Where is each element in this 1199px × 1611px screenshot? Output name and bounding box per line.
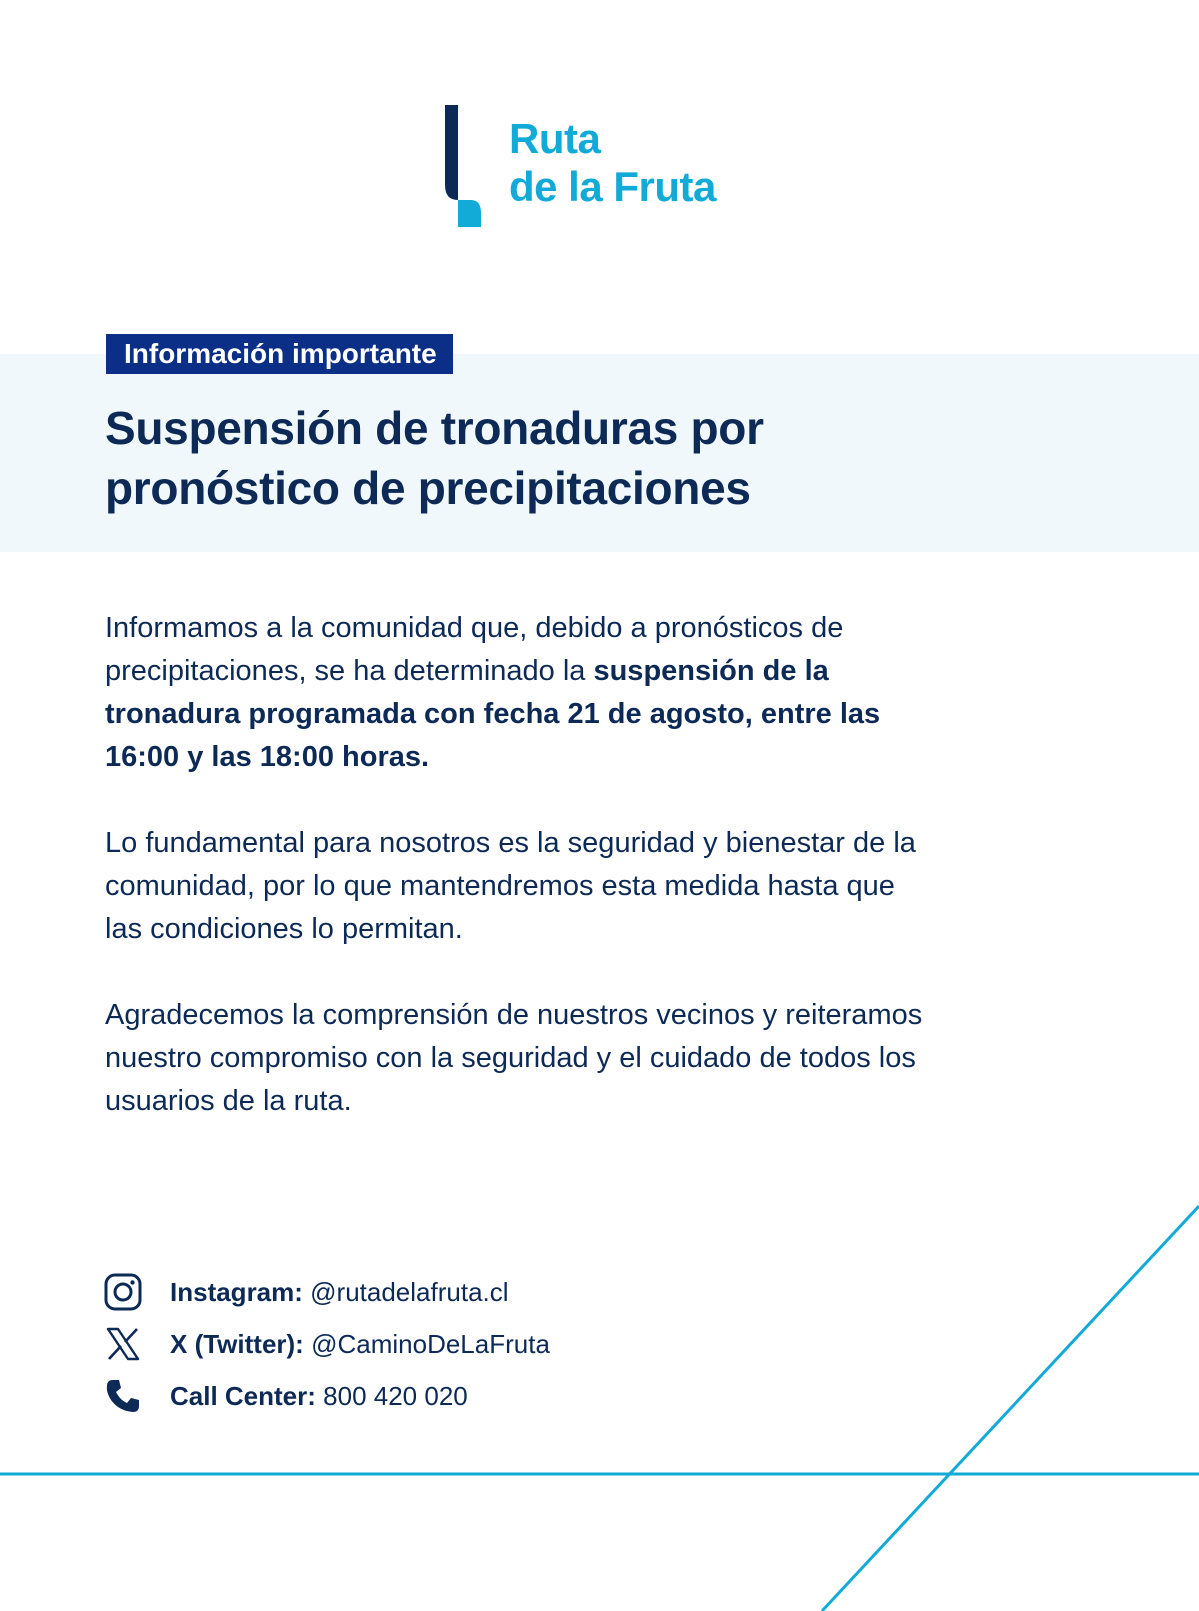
phone-icon (103, 1376, 143, 1416)
contact-instagram-text (170, 1277, 509, 1308)
logo-line-1: Ruta (509, 115, 601, 162)
p1-line-2 (105, 650, 1065, 693)
p1-line-4-bold: 16:00 y las 18:00 horas. (105, 741, 430, 773)
contact-call-center[interactable] (103, 1376, 803, 1416)
p2-line-1: Lo fundamental para nosotros es la seguridad y bienestar de la (105, 827, 916, 859)
contact-call-center-label: Call Center: (170, 1380, 316, 1411)
contact-instagram-value[interactable]: @rutadelafruta.cl (310, 1276, 509, 1307)
p1-line-4 (105, 736, 1065, 779)
p2-line-2: comunidad, por lo que mantendremos esta medida hasta que (105, 870, 895, 902)
p1-line-3 (105, 693, 1065, 736)
title-line-1: Suspensión de tronaduras por (105, 402, 764, 454)
p1-line-3-bold: tronadura programada con fecha 21 de agosto, entre las (105, 698, 881, 730)
page-title (105, 398, 1005, 518)
p3-line-1: Agradecemos la comprensión de nuestros vecinos y reiteramos (105, 999, 923, 1031)
p1-line-2-normal: precipitaciones, se ha determinado la (105, 655, 594, 687)
logo-line-2: de la Fruta (509, 163, 716, 210)
contact-instagram[interactable] (103, 1272, 803, 1312)
contact-call-center-value[interactable]: 800 420 020 (323, 1380, 468, 1411)
contact-call-center-text (170, 1381, 468, 1412)
logo-mark-icon (445, 105, 490, 227)
decor-diagonal-line (822, 1206, 1199, 1611)
paragraph-3 (105, 994, 1065, 1123)
logo (445, 105, 765, 230)
logo-wordmark (509, 115, 716, 211)
p3-line-3: usuarios de la ruta. (105, 1085, 352, 1117)
contact-twitter-value[interactable]: @CaminoDeLaFruta (311, 1328, 550, 1359)
p3-line-2: nuestro compromiso con la seguridad y el cuidado de todos los (105, 1042, 916, 1074)
paragraph-2 (105, 822, 1065, 951)
p1-line-2-bold: suspensión de la (593, 655, 829, 687)
contact-list (103, 1272, 803, 1428)
instagram-icon (103, 1272, 143, 1312)
important-info-tag: Información importante (106, 334, 453, 374)
contact-twitter[interactable] (103, 1324, 803, 1364)
body-text (105, 607, 1065, 1166)
contact-twitter-label: X (Twitter): (170, 1328, 304, 1359)
x-twitter-icon (103, 1324, 143, 1364)
contact-twitter-text (170, 1329, 550, 1360)
p1-line-1: Informamos a la comunidad que, debido a pronósticos de (105, 612, 844, 644)
paragraph-1 (105, 607, 1065, 779)
p2-line-3: las condiciones lo permitan. (105, 913, 463, 945)
contact-instagram-label: Instagram: (170, 1276, 303, 1307)
title-line-2: pronóstico de precipitaciones (105, 462, 751, 514)
